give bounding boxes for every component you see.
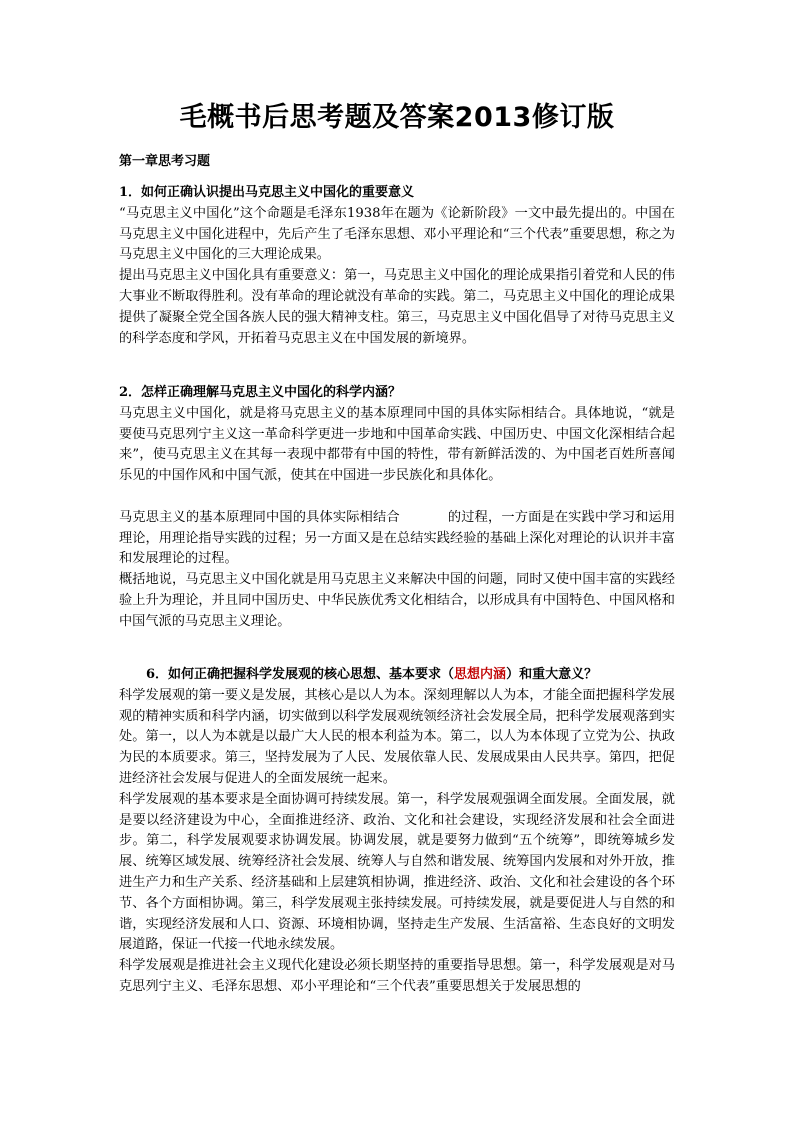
document-title: 毛概书后思考题及答案2013修订版 xyxy=(179,102,615,133)
question-6-paragraph-3: 科学发展观是推进社会主义现代化建设必须长期坚持的重要指导思想。第一，科学发展观是对马克思列宁主义、毛泽东思想、邓小平理论和“三个代表”重要思想关于发展思想的 xyxy=(119,958,675,994)
question-2-paragraph-1: 马克思主义中国化，就是将马克思主义的基本原理同中国的具体实际相结合。具体地说，“就是要使马克思列宁主义这一革命科学更进一步地和中国革命实践、中国历史、中国文化深相结合起来”，使马克思主义在其每一表现中都带有中国的特性，带有新鲜活泼的、为中国老百姓所喜闻乐见的中国作风和中国气派，使其在中国进一步民族化和具体化。 xyxy=(119,405,675,484)
question-6-heading-part-a: 6．如何正确把握科学发展观的核心思想、基本要求（ xyxy=(146,667,455,682)
question-1-paragraph-1: “马克思主义中国化”这个命题是毛泽东1938年在题为《论新阶段》一文中最先提出的。中国在马克思主义中国化进程中，先后产生了毛泽东思想、邓小平理论和“三个代表”重要思想，称之为马克思主义中国化的三大理论成果。 xyxy=(119,205,675,263)
question-2-paragraph-2 xyxy=(119,508,675,570)
question-1-section xyxy=(119,183,675,349)
question-6-heading-part-b: ）和重大意义？ xyxy=(506,667,598,682)
question-2-paragraph-2-part-a: 马克思主义的基本原理同中国的具体实际相结合 xyxy=(119,509,400,525)
question-2-section xyxy=(119,383,675,633)
question-6-section xyxy=(119,665,675,998)
question-6-heading-highlight: 思想内涵 xyxy=(454,667,507,682)
question-2-paragraph-2-part-b: 的过程，一方面是在实践中学习和运用理论，用理论指导实践的过程；另一方面又是在总结实践经验的基础上深化对理论的认识并丰富和发展理论的过程。 xyxy=(119,509,676,567)
question-2-heading: 2．怎样正确理解马克思主义中国化的科学内涵？ xyxy=(119,385,402,400)
question-1-paragraph-2: 提出马克思主义中国化具有重要意义：第一，马克思主义中国化的理论成果指引着党和人民的伟大事业不断取得胜利。没有革命的理论就没有革命的实践。第二，马克思主义中国化的理论成果提供了凝聚全党全国各族人民的强大精神支柱。第三，马克思主义中国化倡导了对待马克思主义的科学态度和学风，开拓着马克思主义在中国发展的新境界。 xyxy=(119,268,675,346)
question-6-paragraph-1: 科学发展观的第一要义是发展，其核心是以人为本。深刻理解以人为本，才能全面把握科学发展观的精神实质和科学内涵，切实做到以科学发展观统领经济社会发展全局，把科学发展观落到实处。第一，以人为本就是以最广大人民的根本利益为本。第二，以人为本体现了立党为公、执政为民的本质要求。第三，坚持发展为了人民、发展依靠人民、发展成果由人民共享。第四，把促进经济社会发展与促进人的全面发展统一起来。 xyxy=(119,687,675,786)
question-6-heading xyxy=(119,665,675,686)
question-2-paragraph-3: 概括地说，马克思主义中国化就是用马克思主义来解决中国的问题，同时又使中国丰富的实践经验上升为理论，并且同中国历史、中华民族优秀文化相结合，以形成具有中国特色、中国风格和中国气派的马克思主义理论。 xyxy=(119,572,675,629)
question-1-heading: 1．如何正确认识提出马克思主义中国化的重要意义 xyxy=(119,185,415,200)
chapter-heading: 第一章思考习题 xyxy=(119,154,211,169)
question-6-paragraph-2: 科学发展观的基本要求是全面协调可持续发展。第一，科学发展观强调全面发展。全面发展，就是要以经济建设为中心，全面推进经济、政治、文化和社会建设，实现经济发展和社会全面进步。第二，科学发展观要求协调发展。协调发展，就是要努力做到“五个统筹”，即统筹城乡发展、统筹区域发展、统筹经济社会发展、统筹人与自然和谐发展、统筹国内发展和对外开放，推进生产力和生产关系、经济基础和上层建筑相协调，推进经济、政治、文化和社会建设的各个环节、各个方面相协调。第三，科学发展观主张持续发展。可持续发展，就是要促进人与自然的和谐，实现经济发展和人口、资源、环境相协调，坚持走生产发展、生活富裕、生态良好的文明发展道路，保证一代接一代地永续发展。 xyxy=(119,791,675,953)
